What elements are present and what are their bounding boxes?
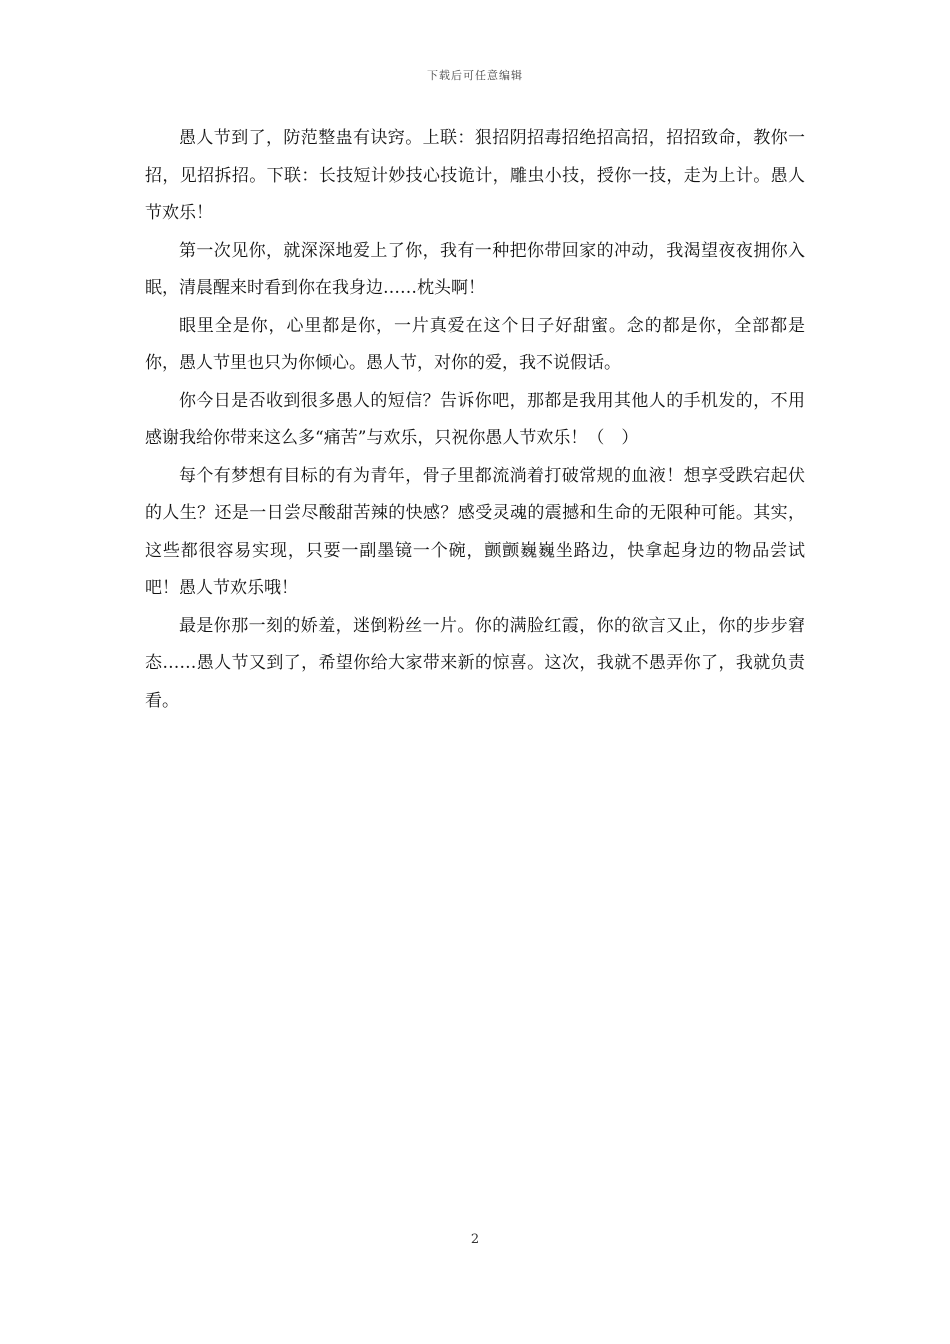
paragraph-1: 愚人节到了，防范整蛊有诀窍。上联：狠招阴招毒招绝招高招，招招致命，教你一招，见招拆招。下联：长技短计妙技心技诡计，雕虫小技，授你一技，走为上计。愚人节欢乐！ bbox=[145, 128, 805, 223]
paragraph-6: 最是你那一刻的娇羞，迷倒粉丝一片。你的满脸红霞，你的欲言又止，你的步步窘态……愚人节又到了，希望你给大家带来新的惊喜。这次，我就不愚弄你了，我就负责看。 bbox=[145, 615, 805, 711]
page-number: 2 bbox=[470, 1232, 480, 1247]
paragraph-4: 你今日是否收到很多愚人的短信？告诉你吧，那都是我用其他人的手机发的，不用感谢我给你带来这么多“痛苦”与欢乐，只祝你愚人节欢乐！（ ） bbox=[145, 390, 805, 448]
paragraph-2: 第一次见你，就深深地爱上了你，我有一种把你带回家的冲动，我渴望夜夜拥你入眠，清晨醒来时看到你在我身边……枕头啊！ bbox=[145, 240, 805, 298]
document-body bbox=[145, 120, 805, 720]
page-header: 下载后可任意编辑 bbox=[427, 69, 523, 82]
paragraph-5: 每个有梦想有目标的有为青年，骨子里都流淌着打破常规的血液！想享受跌宕起伏的人生？还是一日尝尽酸甜苦辣的快感？感受灵魂的震撼和生命的无限种可能。其实，这些都很容易实现，只要一副墨镜一个碗，颤颤巍巍坐路边，快拿起身边的物品尝试吧！愚人节欢乐哦！ bbox=[145, 465, 805, 598]
paragraph-3: 眼里全是你，心里都是你，一片真爱在这个日子好甜蜜。念的都是你，全部都是你，愚人节里也只为你倾心。愚人节，对你的爱，我不说假话。 bbox=[145, 315, 805, 373]
